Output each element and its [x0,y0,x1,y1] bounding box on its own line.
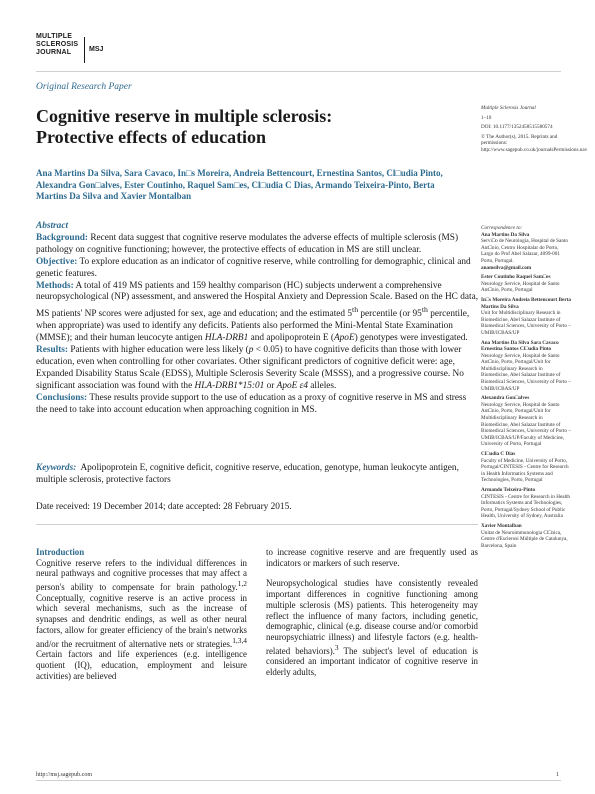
results-gene-2: ApoE ε4 [276,380,308,391]
abstract-conclusions [36,393,478,417]
affiliation-5 [481,451,571,484]
affiliation-3-names: Ana Martins Da Silva Sara Cavaco Ernestina Santos Cl□udia Pinto [481,339,559,353]
correspondence-email[interactable]: anamsilva@gmail.com [481,264,532,271]
results-gene-1: HLA-DRB1*15:01 [194,380,265,391]
affiliation-7 [481,523,571,549]
affiliation-6-text: CINTESIS - Centre for Research in Health Informatics Systems and Technologies, Porto, Portugal/Sydney School of Public Health, University of Sydney, Australia [481,493,571,520]
intro-ref-1: 1,2 [237,579,247,589]
page-number: 1 [556,772,559,778]
results-label: Results: [36,345,69,356]
conclusions-text: These results provide support to the use of education as a proxy of cognitive reserve in MS and stress the need to take into account education when approaching cognition in MS. [36,392,467,415]
journal-abbr: MSJ [89,46,104,53]
affiliation-2-text: Unit for Multidisciplinary Research in Biomedicine, Abel Salazar Institute of Biomedical Sciences, University of Porto – UMIB/ICBAS/UP [481,310,571,336]
abstract-results [36,345,478,393]
logo-line-3: JOURNAL [36,49,72,56]
conclusions-label: Conclusions: [36,392,88,403]
results-text-a: Patients with higher education were less likely ( [70,345,249,356]
article-title [36,106,456,148]
results-text-c: or [264,380,277,391]
abstract-divider [36,524,478,525]
affiliation-4-names: Alexandra Gon□alves [481,395,530,402]
correspondence-block [481,225,571,271]
abstract-heading: Abstract [36,221,69,231]
introduction-heading: Introduction [36,547,85,557]
sidebar-pages: 1–10 [481,114,492,121]
objective-text: To explore education as an indicator of cognitive reserve, while controlling for demographic, clinical and genetic features. [36,256,471,279]
results-text-d: alleles. [307,380,337,391]
correspondence-name: Ana Martins Da Silva [481,231,530,238]
methods-label: Methods: [36,280,74,291]
methods-sup-1: th [352,305,359,315]
abstract [36,221,478,417]
affiliation-1-names: Ester Coutinho Raquel Sam□es [481,274,551,281]
intro-p1-a: Cognitive reserve refers to the individual differences in neural pathways and cognitive processes that may affect a person's ability to compensate for brain pathology. [36,557,247,593]
journal-logo [36,33,78,57]
title-line-1: Cognitive reserve in multiple sclerosis: [36,106,333,126]
intro-paragraph-1 [36,558,247,682]
affiliation-2-names: In□s Moreira Andreia Bettencourt Berta Martins Da Silva [481,296,571,310]
methods-text-e: ) genotypes were investigated. [354,333,468,344]
affiliation-3-text: Neurology Service, Hospital de Santo Ant□nio, Porto, Portugal/Unit for Multidisciplinary Research in Biomedicine, Abel Salazar Institute of Biomedical Sciences, University of Porto – UMIB/ICBAS/UP [481,352,571,392]
results-text-b: < 0.05) to have cognitive deficits than those with lower education, even when controlling for other covariates. Other significant predictors of cognitive deficit were: age, Expanded Disability Status Scale (EDSS), Multiple Sclerosis Severity Scale (MSSS), and a progressive course. No significant association was found with the [36,345,464,391]
affiliation-6 [481,487,571,520]
intro-p1-c: Certain factors and life experiences (e.g. intelligence quotient (IQ), education, employment and leisure activities) are believed [36,649,247,681]
intro-p1-b: Conceptually, cognitive reserve is an active process in which several mechanisms, such as the increase of synapses and dendritic endings, as well as other neural factors, allow for greater efficiency of the brain's networks and/or the recruitment of alternative nets or strategies. [36,592,247,649]
methods-sup-2: th [421,305,428,315]
affiliation-5-text: Faculty of Medicine, University of Porto, Portugal/CINTESIS - Centre for Research in Health Informatics Systems and Technologies, Porto, Portugal [481,457,569,484]
body-column-left [36,547,247,691]
intro-ref-3: 3 [334,642,339,652]
keywords-text: Apolipoprotein E, cognitive deficit, cognitive reserve, education, genotype, human leukocyte antigen, multiple sclerosis, protective factors [36,463,459,485]
correspondence-address: Servi□o de Neurologia, Hospital de Santo Ant□nio, Centro Hospitalar do Porto, Largo do Prof Abel Salazar, 4099-001 Porto, Portugal. [481,238,568,264]
logo-separator [84,37,85,63]
footer-rule [36,780,561,781]
affiliation-1 [481,274,571,294]
affiliation-7-text: Unitat de Neuroimmunologia Cl□nica, Centre d'Esclerosi Múltiple de Catalunya, Barcelona, Spain [481,529,568,549]
logo-line-2: SCLEROSIS [36,41,79,48]
intro-p3-b: The subject's level of education is considered an important indicator of cognitive reserve in elderly adults, [266,645,478,677]
sidebar-copyright[interactable]: © The Author(s), 2015. Reprints and permissions: http://www.sagepub.co.uk/journalsPermissions.nav [481,133,588,153]
sidebar-article-info [481,105,588,157]
section-label: Original Research Paper [36,82,132,92]
author-list: Ana Martins Da Silva, Sara Cavaco, In□s Moreira, Andreia Bettencourt, Ernestina Santos, Cl□udia Pinto, Alexandra Gon□alves, Ester Coutinho, Raquel Sam□es, Cl□udia C Dias, Armando Teixeira-Pinto, Berta Martins Da Silva and Xavier Montalban [36,168,443,201]
affiliation-3 [481,340,571,393]
results-p: p [248,345,254,356]
intro-ref-2: 1,3,4 [232,635,247,645]
intro-p3-a: Neuropsychological studies have consistently revealed important differences in cognitive functioning among multiple sclerosis (MS) patients. This heterogeneity may reflect the influence of many factors, including genetic, demographic, clinical (e.g. disease course and/or comorbid neuropsychiatric illness) and lifestyle factors (e.g. health-related behaviors). [266,578,478,656]
header-rule [36,71,561,72]
body-column-right [266,547,478,688]
affiliation-7-names: Xavier Montalban [481,522,522,529]
objective-label: Objective: [36,256,78,267]
abstract-background [36,233,478,257]
affiliation-4-text: Neurology Service, Hospital de Santo Ant□nio, Porto, Portugal/Unit for Multidisciplinary Research in Biomedicine, Abel Salazar Institute of Biomedical Sciences, University of Porto – UMIB/ICBAS/UP/Faculty of Medicine, University of Porto, Portugal [481,401,571,448]
methods-text-d: and apolipoprotein E ( [248,333,334,344]
methods-text-c: percentile, when appropriate) was used to identify any deficits. Patients also performed the Mini-Mental State Examination (MMSE); and their human leucocyte antigen [36,309,470,344]
sidebar-doi: DOI: 10.1177/1352458515580574 [481,124,553,131]
affiliation-5-names: Cl□udia C Dias [481,451,516,457]
affiliation-1-text: Neurology Service, Hospital de Santo Ant□nio, Porto, Portugal [481,280,560,294]
article-dates: Date received: 19 December 2014; date accepted: 28 February 2015. [36,502,292,512]
methods-text-b: percentile (or 95 [358,309,422,320]
sidebar-journal-name: Multiple Sclerosis Journal [481,105,536,111]
abstract-methods [36,281,478,346]
keywords-label: Keywords: [36,463,77,473]
keywords [36,463,478,487]
intro-paragraph-3 [266,578,478,677]
sidebar-correspondence [481,225,571,552]
footer-url[interactable]: http://msj.sagepub.com [36,772,92,778]
affiliation-4 [481,395,571,448]
background-label: Background: [36,232,89,243]
affiliation-6-names: Armando Teixeira-Pinto [481,486,536,493]
abstract-objective [36,257,478,281]
affiliation-2 [481,297,571,337]
methods-gene-1: HLA-DRB1 [204,333,249,344]
correspondence-label: Correspondence to: [481,225,523,231]
title-line-2: Protective effects of education [36,127,267,147]
methods-text-a: A total of 419 MS patients and 159 healthy comparison (HC) subjects underwent a comprehensive neuropsychological (NP) assessment, and answered the Hospital Anxiety and Depression Scale. Based on the HC data, MS patients' NP scores were adjusted for sex, age and education; and the estimated 5 [36,280,479,320]
methods-gene-2: ApoE [333,333,355,344]
background-text: Recent data suggest that cognitive reserve modulates the adverse effects of multiple sclerosis (MS) pathology on cognitive functioning; however, the protective effects of education in MS are still unclear. [36,232,459,255]
logo-line-1: MULTIPLE [36,33,73,40]
intro-paragraph-2: to increase cognitive reserve and are frequently used as indicators or markers of such reserve. [266,547,478,568]
